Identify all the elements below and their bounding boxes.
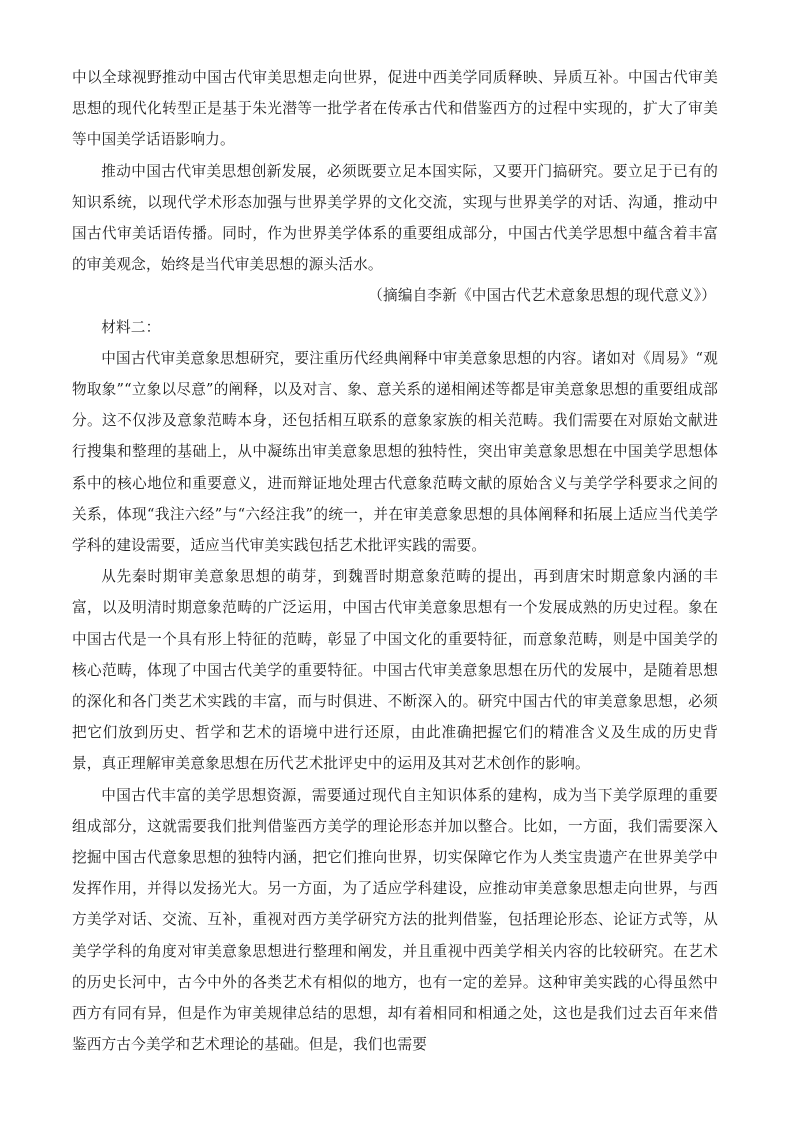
document-page [72, 62, 718, 1061]
paragraph-innovation: 推动中国古代审美思想创新发展，必须既要立足本国实际，又要开门搞研究。要立足于已有的知识系统，以现代学术形态加强与世界美学界的文化交流，实现与世界美学的对话、沟通，推动中国古代审美话语传播。同时，作为世界美学体系的重要组成部分，中国古代美学思想中蕴含着丰富的审美观念，始终是当代审美思想的源头活水。 [72, 162, 718, 274]
paragraph-continuation: 中以全球视野推动中国古代审美思想走向世界，促进中西美学同质释映、异质互补。中国古代审美思想的现代化转型正是基于朱光潜等一批学者在传承古代和借鉴西方的过程中实现的，扩大了审美等中国美学话语影响力。 [72, 69, 718, 149]
paragraph-classic-interpretation: 中国古代审美意象思想研究，要注重历代经典阐释中审美意象思想的内容。诸如对《周易》“观物取象”“立象以尽意”的阐释，以及对言、象、意关系的递相阐述等都是审美意象思想的重要组成部分。这不仅涉及意象范畴本身，还包括相互联系的意象家族的相关范畴。我们需要在对原始文献进行搜集和整理的基础上，从中凝练出审美意象思想的独特性，突出审美意象思想在中国美学思想体系中的核心地位和重要意义，进而辩证地处理古代意象范畴文献的原始含义与美学学科要求之间的关系，体现“我注六经”与“六经注我”的统一，并在审美意象思想的具体阐释和拓展上适应当代美学学科的建设需要，适应当代审美实践包括艺术批评实践的需要。 [72, 349, 718, 555]
source-citation: （摘编自李新《中国古代艺术意象思想的现代意义》） [368, 287, 716, 305]
paragraph-historical-development: 从先秦时期审美意象思想的萌芽，到魏晋时期意象范畴的提出，再到唐宋时期意象内涵的丰富，以及明清时期意象范畴的广泛运用，中国古代审美意象思想有一个发展成熟的历史过程。象在中国古代是一个具有形上特征的范畴，彰显了中国文化的重要特征，而意象范畴，则是中国美学的核心范畴，体现了中国古代美学的重要特征。中国古代审美意象思想在历代的发展中，是随着思想的深化和各门类艺术实践的丰富，而与时俱进、不断深入的。研究中国古代的审美意象思想，必须把它们放到历史、哲学和艺术的语境中进行还原，由此准确把握它们的精准含义及生成的历史背景，真正理解审美意象思想在历代艺术批评史中的运用及其对艺术创作的影响。 [72, 568, 718, 773]
paragraph-knowledge-system: 中国古代丰富的美学思想资源，需要通过现代自主知识体系的建构，成为当下美学原理的重要组成部分，这就需要我们批判借鉴西方美学的理论形态并加以整合。比如，一方面，我们需要深入挖掘中国古代意象思想的独特内涵，把它们推向世界，切实保障它作为人类宝贵遗产在世界美学中发挥作用，并得以发扬光大。另一方面，为了适应学科建设，应推动审美意象思想走向世界，与西方美学对话、交流、互补，重视对西方美学研究方法的批判借鉴，包括理论形态、论证方式等，从美学学科的角度对审美意象思想进行整理和阐发，并且重视中西美学相关内容的比较研究。在艺术的历史长河中，古今中外的各类艺术有相似的地方，也有一定的差异。这种审美实践的心得虽然中西方有同有异，但是作为审美规律总结的思想，却有着相同和相通之处，这也是我们过去百年来借鉴西方古今美学和艺术理论的基础。但是，我们也需要 [72, 786, 718, 1054]
material-two-label: 材料二： [101, 318, 161, 336]
